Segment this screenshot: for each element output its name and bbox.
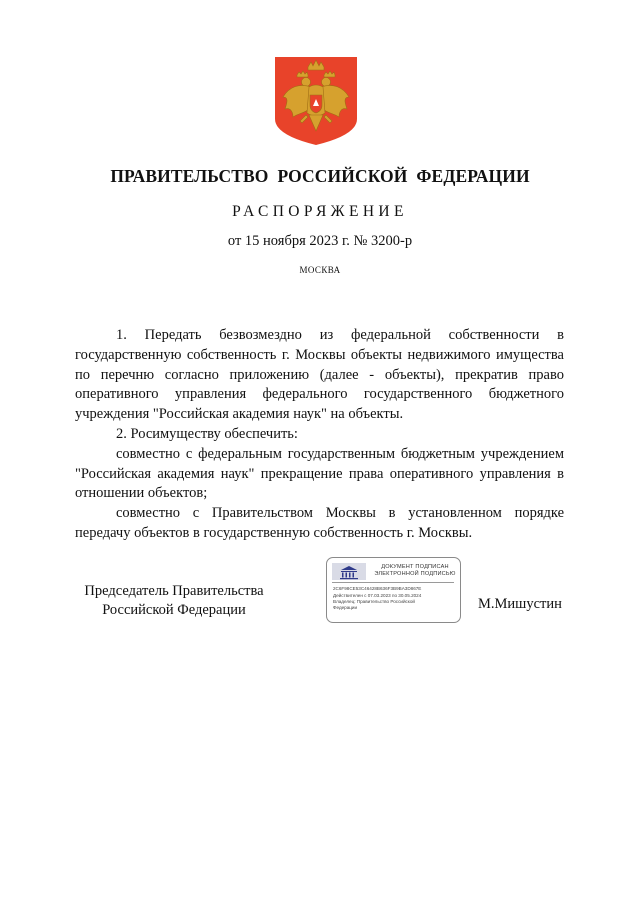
stamp-title (371, 564, 459, 578)
stamp-title-line-2: ЭЛЕКТРОННОЙ ПОДПИСЬЮ (374, 571, 456, 577)
signer-name: М.Мишустин (478, 596, 562, 612)
stamp-serial: 2C6F98CE53C46428B636F3B9BA3D867E (333, 586, 422, 591)
stamp-title-line-1: ДОКУМЕНТ ПОДПИСАН (381, 564, 449, 570)
document-type: РАСПОРЯЖЕНИЕ (232, 203, 408, 220)
coat-of-arms-icon (275, 57, 357, 145)
government-title: ПРАВИТЕЛЬСТВО РОССИЙСКОЙ ФЕДЕРАЦИИ (110, 166, 530, 186)
signer-position-line-2: Российской Федерации (102, 602, 246, 618)
paragraph-3: совместно с федеральным государственным бюджетным учреждением "Российская академия наук" прекращение права оперативного управления в отношении объектов; (75, 445, 564, 502)
paragraph-4: совместно с Правительством Москвы в установленном порядке передачу объектов в государственную собственность г. Москвы. (75, 505, 564, 541)
paragraph-2: 2. Росимуществу обеспечить: (116, 425, 298, 442)
document-body (75, 326, 564, 544)
document-date-number: от 15 ноября 2023 г. № 3200-р (227, 233, 413, 249)
registry-building-icon (332, 563, 366, 580)
stamp-owner-line-2: Федерации (333, 605, 358, 610)
stamp-divider (332, 582, 454, 583)
stamp-validity: Действителен с 07.03.2023 по 30.05.2024 (333, 593, 422, 598)
signer-position (75, 582, 273, 620)
electronic-signature-stamp (326, 557, 461, 623)
signer-position-line-1: Председатель Правительства (84, 583, 264, 599)
stamp-owner-line-1: Владелец: Правительство Российской (333, 599, 415, 604)
paragraph-1: 1. Передать безвозмездно из федеральной собственности в государственную собственность г. Москвы объекты недвижимого имущества по перечню согласно приложению (далее - объекты), прекратив право оперативного управления федерального государственного бюджетного учреждения "Российская академия наук" на объекты. (75, 327, 564, 423)
document-city: МОСКВА (299, 265, 341, 275)
